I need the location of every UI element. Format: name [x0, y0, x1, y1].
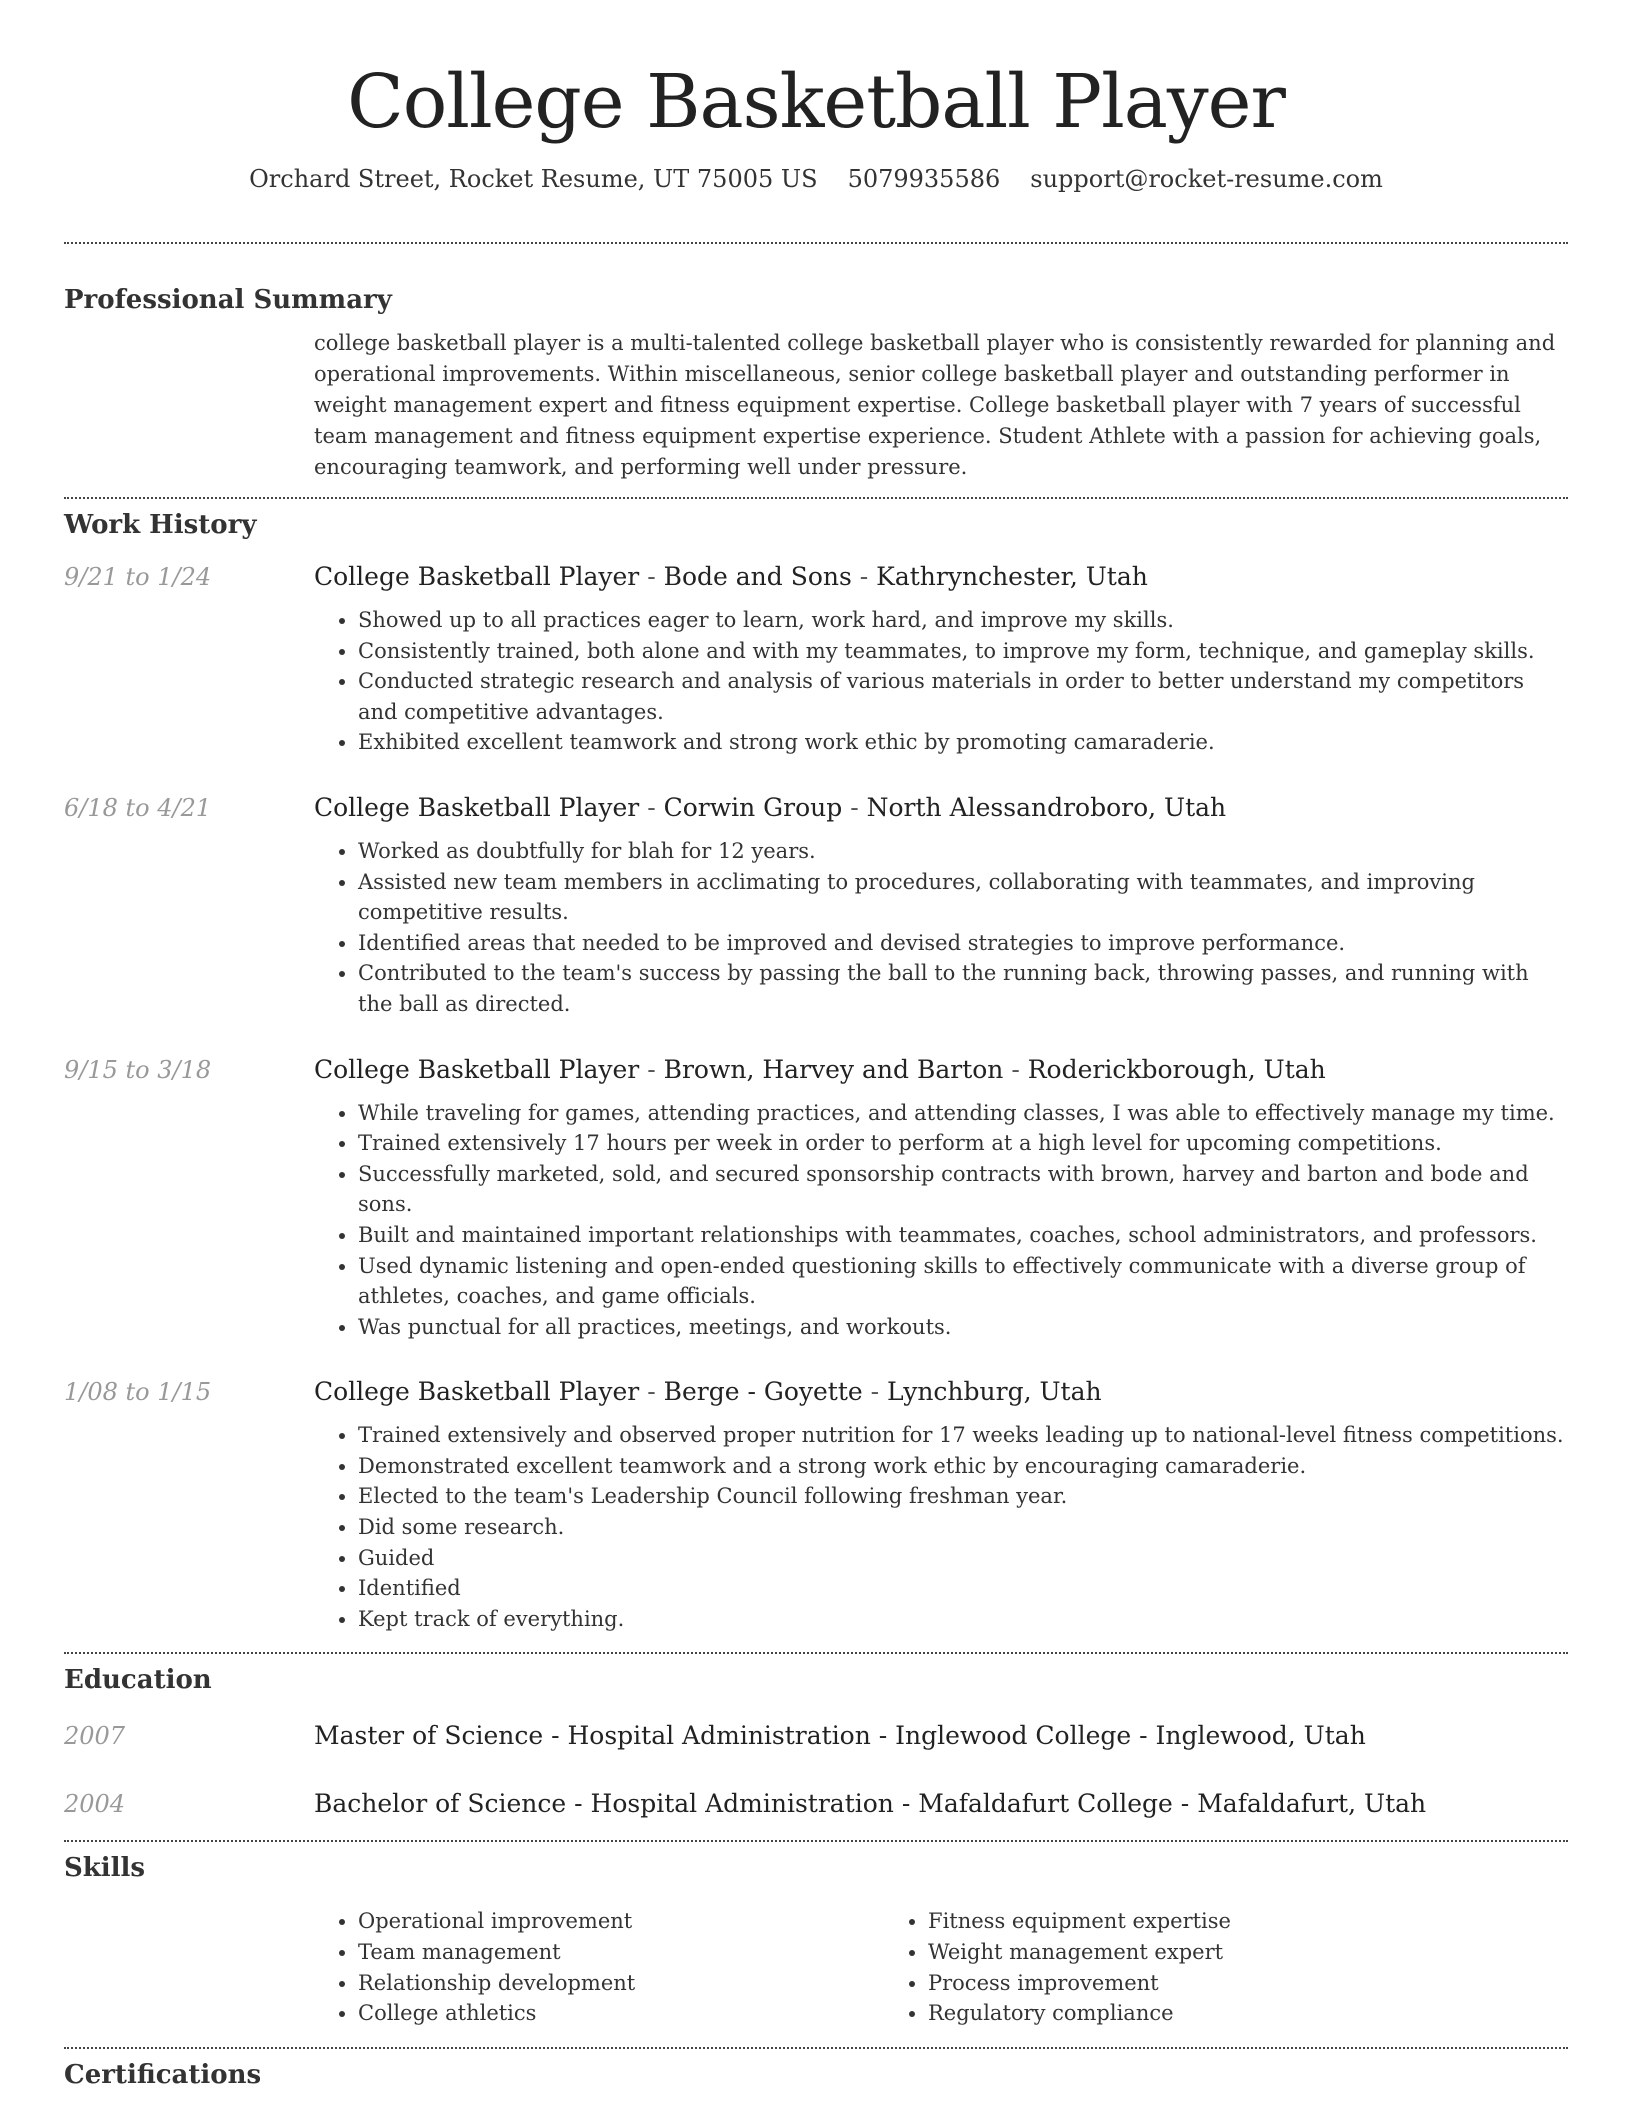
- email-link[interactable]: support@rocket-resume.com: [1030, 165, 1383, 193]
- skill-item: • Relationship development: [358, 1968, 884, 1999]
- job-bullet: • Assisted new team members in acclimating to procedures, collaborating with teammates, and improving competitive results.: [358, 867, 1568, 928]
- job-bullet: • Was punctual for all practices, meetings, and workouts.: [358, 1312, 1568, 1343]
- education-entry: [64, 1788, 1568, 1820]
- job-role: College Basketball Player: [314, 562, 640, 591]
- job-bullet: • Conducted strategic research and analysis of various materials in order to better understand my competitors and competitive advantages.: [358, 666, 1568, 727]
- job-bullet: • Successfully marketed, sold, and secured sponsorship contracts with brown, harvey and barton and bode and sons.: [358, 1159, 1568, 1220]
- skills-column-left: [314, 1906, 884, 2028]
- job-bullet: • Exhibited excellent teamwork and strong work ethic by promoting camaraderie.: [358, 727, 1568, 758]
- education-degree: Master of Science - Hospital Administration - Inglewood College - Inglewood, Utah: [314, 1721, 1366, 1751]
- phone-text: 5079935586: [847, 165, 1001, 193]
- job-bullet: • Trained extensively 17 hours per week in order to perform at a high level for upcoming competitions.: [358, 1128, 1568, 1159]
- job-bullet: • Trained extensively and observed proper nutrition for 17 weeks leading up to national-level fitness competitions.: [358, 1420, 1568, 1451]
- education-year: 2004: [64, 1790, 126, 1819]
- skill-item: • Team management: [358, 1937, 884, 1968]
- job-entry: [64, 1376, 1568, 1634]
- job-bullets: [314, 1420, 1568, 1634]
- job-entry: [64, 561, 1568, 758]
- certifications-heading: Certifications: [64, 2059, 262, 2090]
- job-dates: 1/08 to 1/15: [64, 1378, 212, 1407]
- job-title: College Basketball Player - Bode and Sons - Kathrynchester, Utah: [314, 562, 1148, 591]
- education-degree: Bachelor of Science - Hospital Administration - Mafaldafurt College - Mafaldafurt, Utah: [314, 1789, 1427, 1819]
- contact-line: [64, 164, 1568, 194]
- job-bullets: [314, 836, 1568, 1020]
- job-role: College Basketball Player: [314, 1054, 640, 1084]
- work-history-list: [64, 561, 1568, 1634]
- job-dates: 6/18 to 4/21: [64, 793, 212, 822]
- skill-item: • Regulatory compliance: [928, 1998, 1454, 2029]
- education-year: 2007: [64, 1722, 126, 1751]
- job-dates: 9/21 to 1/24: [64, 563, 212, 591]
- job-bullet: • Identified: [358, 1573, 1568, 1604]
- skill-item: • Weight management expert: [928, 1937, 1454, 1968]
- resume-page: [64, 0, 1568, 2091]
- job-bullet: • Demonstrated excellent teamwork and a strong work ethic by encouraging camaraderie.: [358, 1451, 1568, 1482]
- skills-heading: Skills: [64, 1853, 146, 1884]
- skills-column-right: [884, 1906, 1454, 2028]
- job-bullet: • Worked as doubtfully for blah for 12 years.: [358, 836, 1568, 867]
- job-company: Brown, Harvey and Barton: [663, 1054, 1004, 1084]
- skills-list: [314, 1906, 1568, 2028]
- job-bullet: • Elected to the team's Leadership Council following freshman year.: [358, 1481, 1568, 1512]
- job-company: Berge - Goyette: [663, 1377, 863, 1407]
- job-bullet: • While traveling for games, attending practices, and attending classes, I was able to effectively manage my time.: [358, 1098, 1568, 1129]
- summary-heading: Professional Summary: [64, 285, 392, 315]
- skill-item: • Operational improvement: [358, 1906, 884, 1937]
- job-bullet: • Guided: [358, 1543, 1568, 1574]
- summary-text: college basketball player is a multi-talented college basketball player who is consistently rewarded for planning and operational improvements. Within miscellaneous, senior college basketball player and outstanding performer in weight management expert and fitness equipment expertise. College basketball player with 7 years of successful team management and fitness equipment expertise experience. Student Athlete with a passion for achieving goals, encouraging teamwork, and performing well under pressure.: [314, 331, 1556, 479]
- job-company: Bode and Sons: [663, 562, 852, 591]
- candidate-name: College Basketball Player: [347, 59, 1285, 145]
- section-divider: [64, 1840, 1568, 1842]
- job-company: Corwin Group: [663, 792, 843, 822]
- job-bullets: [314, 1098, 1568, 1343]
- job-role: College Basketball Player: [314, 792, 640, 822]
- job-bullet: • Consistently trained, both alone and with my teammates, to improve my form, technique, and gameplay skills.: [358, 636, 1568, 667]
- job-bullet: • Used dynamic listening and open-ended questioning skills to effectively communicate with a diverse group of athletes, coaches, and game officials.: [358, 1251, 1568, 1312]
- section-divider: [64, 497, 1568, 499]
- summary-row: [64, 328, 1568, 483]
- job-location: Kathrynchester, Utah: [876, 562, 1148, 591]
- job-title: College Basketball Player - Berge - Goyette - Lynchburg, Utah: [314, 1377, 1102, 1407]
- job-bullet: • Built and maintained important relationships with teammates, coaches, school administrators, and professors.: [358, 1220, 1568, 1251]
- job-location: Roderickborough, Utah: [1027, 1054, 1326, 1084]
- job-entry: [64, 1054, 1568, 1343]
- skill-item: • Process improvement: [928, 1968, 1454, 1999]
- job-bullet: • Identified areas that needed to be improved and devised strategies to improve performance.: [358, 928, 1568, 959]
- education-entry: [64, 1720, 1568, 1752]
- job-dates: 9/15 to 3/18: [64, 1055, 212, 1084]
- job-bullet: • Contributed to the team's success by passing the ball to the running back, throwing passes, and running with the ball as directed.: [358, 958, 1568, 1019]
- skill-item: • Fitness equipment expertise: [928, 1906, 1454, 1937]
- work-history-heading: Work History: [64, 510, 257, 540]
- job-bullet: • Did some research.: [358, 1512, 1568, 1543]
- job-entry: [64, 792, 1568, 1020]
- job-bullets: [314, 605, 1568, 758]
- education-heading: Education: [64, 1665, 212, 1696]
- section-divider: [64, 2047, 1568, 2049]
- skill-item: • College athletics: [358, 1998, 884, 2029]
- address-text: Orchard Street, Rocket Resume, UT 75005 US: [249, 165, 818, 193]
- job-title: College Basketball Player - Corwin Group - North Alessandroboro, Utah: [314, 792, 1227, 822]
- job-location: Lynchburg, Utah: [887, 1377, 1102, 1407]
- job-role: College Basketball Player: [314, 1377, 640, 1407]
- section-divider: [64, 242, 1568, 244]
- job-bullet: • Kept track of everything.: [358, 1604, 1568, 1635]
- section-divider: [64, 1652, 1568, 1654]
- job-location: North Alessandroboro, Utah: [866, 792, 1227, 822]
- job-bullet: • Showed up to all practices eager to learn, work hard, and improve my skills.: [358, 605, 1568, 636]
- job-title: College Basketball Player - Brown, Harvey and Barton - Roderickborough, Utah: [314, 1054, 1326, 1084]
